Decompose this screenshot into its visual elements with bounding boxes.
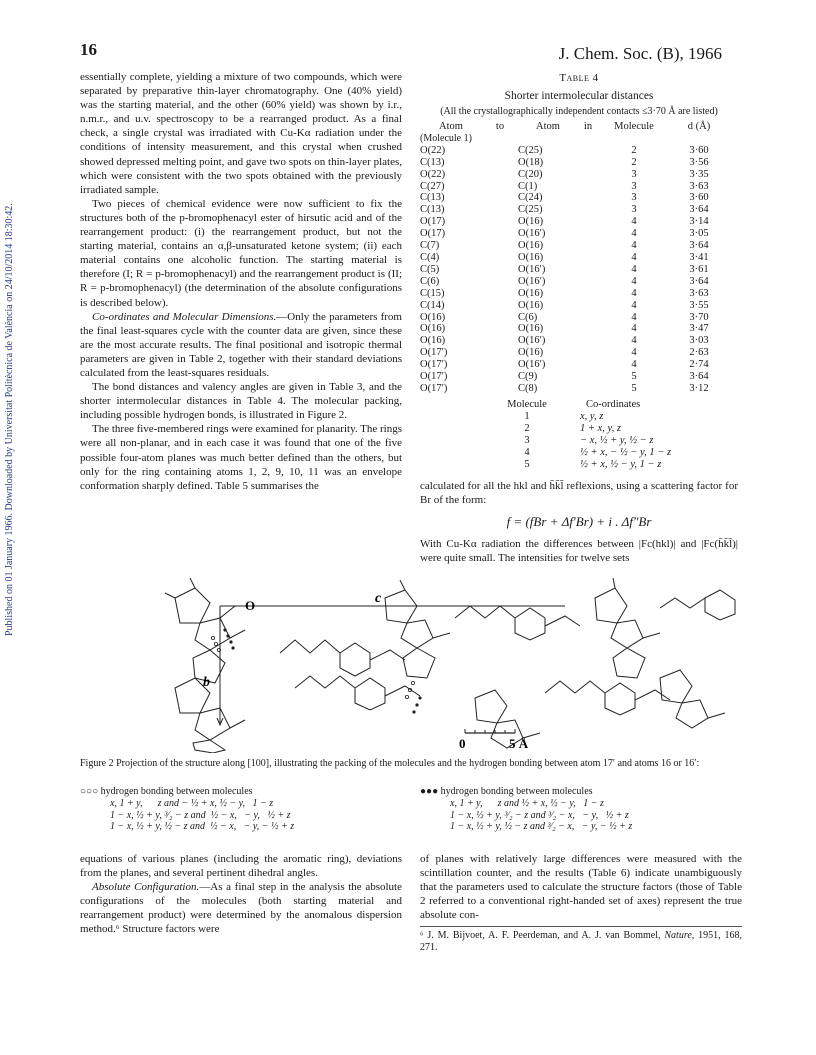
- coord-value: − x, ½ + y, ½ − z: [580, 434, 654, 446]
- cell-atom2: C(9): [518, 371, 538, 383]
- molecule-top-left: [165, 578, 245, 683]
- scale-zero-label: 0: [459, 736, 466, 751]
- cell-spacer: [578, 312, 598, 324]
- hbond-filled-dots: [223, 628, 421, 713]
- journal-citation: J. Chem. Soc. (B), 1966: [558, 44, 722, 63]
- table-row: [420, 216, 728, 228]
- table-row: [420, 181, 728, 193]
- cell-atom1: C(4): [420, 251, 440, 263]
- cell-distance: 3·14: [689, 216, 709, 228]
- legend-row: 1 − x, ½ + y, ³⁄₂ − z and ½ − x, − y, ½ + z: [110, 809, 291, 821]
- cell-molecule: 4: [631, 275, 637, 287]
- cell-distance: 3·64: [689, 275, 709, 287]
- coord-header-coordinates: Co-ordinates: [586, 398, 641, 410]
- paragraph-body: —As a final step in the analysis the absolute configurations of the molecules (both starting material and rearrangement product) were determined by the anomalous dispersion method.⁶ Structure factors were: [80, 881, 402, 936]
- cell-spacer: [482, 276, 518, 288]
- legend-row: 1 − x, ½ + y, ½ − z and ½ − x, − y, − ½ + z: [110, 821, 295, 833]
- hbond-legend-open: [80, 786, 410, 833]
- cell-molecule: 4: [631, 323, 637, 335]
- cell-spacer: [578, 335, 598, 347]
- cell-molecule: 5: [631, 382, 637, 394]
- hbond-open-dots: [211, 636, 414, 698]
- cell-molecule: 2: [631, 156, 637, 168]
- figure-2: [95, 578, 745, 753]
- cell-spacer: [578, 228, 598, 240]
- cell-atom2: O(16′): [518, 335, 546, 347]
- right-column: [420, 70, 738, 565]
- cell-distance: 3·60: [689, 144, 709, 156]
- cell-spacer: [578, 216, 598, 228]
- cell-atom2: O(16′): [518, 228, 546, 240]
- open-circles-icon: ○○○: [80, 786, 99, 797]
- molecule-top-right-chain: [455, 606, 580, 640]
- cell-atom2: C(25): [518, 144, 543, 156]
- legend-label: hydrogen bonding between molecules: [100, 786, 253, 797]
- table-row: [420, 240, 728, 252]
- footnote: [420, 926, 742, 954]
- coord-row: [488, 447, 675, 459]
- cell-spacer: [482, 312, 518, 324]
- cell-spacer: [578, 181, 598, 193]
- cell-molecule: 4: [631, 228, 637, 240]
- cell-spacer: [482, 157, 518, 169]
- cell-distance: 3·12: [689, 382, 709, 394]
- right-column-text: [420, 479, 738, 565]
- cell-atom2: O(16): [518, 287, 544, 299]
- table-row: [420, 371, 728, 383]
- table-header-subrow: [420, 133, 728, 145]
- paragraph: equations of various planes (including the aromatic ring), deviations from the planes, and several pertinent dihedral angles.: [80, 853, 402, 880]
- cell-atom1: O(17′): [420, 371, 448, 383]
- cell-spacer: [482, 252, 518, 264]
- table-row: [420, 312, 728, 324]
- cell-spacer: [578, 240, 598, 252]
- cell-distance: 3·61: [689, 263, 709, 275]
- cell-spacer: [578, 252, 598, 264]
- cell-spacer: [578, 169, 598, 181]
- figure-caption: Figure 2 Projection of the structure along [100], illustrating the packing of the molecules and the hydrogen bonding between atom 17′ and atoms 16 or 16′:: [80, 758, 700, 769]
- section-heading: Co-ordinates and Molecular Dimensions.: [92, 310, 277, 323]
- cell-distance: 3·55: [689, 299, 709, 311]
- table-title: Shorter intermolecular distances: [504, 90, 654, 102]
- cell-distance: 3·47: [689, 323, 709, 335]
- cell-molecule: 4: [631, 311, 637, 323]
- cell-molecule: 4: [631, 299, 637, 311]
- footnote-mark: ⁶: [420, 930, 424, 942]
- cell-distance: 3·63: [689, 180, 709, 192]
- molecule-bottom-right-chain: [545, 681, 670, 715]
- cell-atom2: O(16′): [518, 359, 546, 371]
- coord-value: x, y, z: [580, 410, 604, 422]
- cell-spacer: [482, 216, 518, 228]
- legend-row: x, 1 + y, z and ½ + x, ½ − y, 1 − z: [450, 797, 604, 809]
- table-row: [420, 264, 728, 276]
- table-label: Table 4: [559, 72, 599, 84]
- table-row: [420, 157, 728, 169]
- cell-distance: 3·41: [689, 251, 709, 263]
- coord-header-molecule: Molecule: [507, 398, 547, 410]
- cell-distance: 3·56: [689, 156, 709, 168]
- molecule-top-right: [595, 578, 660, 678]
- cell-molecule: 4: [631, 335, 637, 347]
- cell-spacer: [482, 145, 518, 157]
- coord-value: ½ + x, − ½ − y, 1 − z: [580, 446, 672, 458]
- atom-o-label: O: [245, 598, 256, 613]
- cell-atom2: C(24): [518, 192, 543, 204]
- cell-spacer: [578, 359, 598, 371]
- filled-circles-icon: ●●●: [420, 786, 439, 797]
- cell-spacer: [482, 288, 518, 300]
- cell-spacer: [482, 383, 518, 395]
- cell-molecule: 2: [631, 144, 637, 156]
- scale-length-label: 5 Å: [509, 736, 529, 751]
- cell-atom2: O(16): [518, 240, 544, 252]
- table-row: [420, 288, 728, 300]
- cell-atom1: O(17): [420, 216, 446, 228]
- cell-distance: 3·35: [689, 168, 709, 180]
- col-header-atom2: Atom: [536, 121, 560, 132]
- col-header-atom: Atom: [439, 121, 463, 132]
- cell-molecule: 4: [631, 263, 637, 275]
- cell-spacer: [482, 204, 518, 216]
- cell-atom1: C(6): [420, 275, 440, 287]
- cell-atom1: O(17′): [420, 347, 448, 359]
- cell-spacer: [482, 228, 518, 240]
- cell-molecule: 4: [631, 240, 637, 252]
- coordinates-table: [488, 399, 675, 471]
- cell-distance: 3·64: [689, 240, 709, 252]
- col-header-distance: d (Å): [687, 121, 711, 132]
- coord-row: [488, 435, 675, 447]
- table-row: [420, 347, 728, 359]
- cell-atom2: C(20): [518, 168, 543, 180]
- cell-spacer: [482, 264, 518, 276]
- molecule-middle-chain: [295, 676, 420, 710]
- col-header-sub: (Molecule 1): [420, 132, 472, 144]
- coord-row: [488, 411, 675, 423]
- cell-spacer: [578, 323, 598, 335]
- coord-molecule: 4: [524, 446, 530, 458]
- cell-spacer: [578, 347, 598, 359]
- cell-molecule: 3: [631, 180, 637, 192]
- cell-spacer: [578, 204, 598, 216]
- legend-row: x, 1 + y, z and − ½ + x, ½ − y, 1 − z: [110, 797, 274, 809]
- table-row: [420, 169, 728, 181]
- cell-molecule: 3: [631, 204, 637, 216]
- table-row: [420, 192, 728, 204]
- cell-distance: 3·63: [689, 287, 709, 299]
- table-row: [420, 145, 728, 157]
- paragraph: calculated for all the hkl and h̄k̄l̄ reflexions, using a scattering factor for Br of the form:: [420, 479, 738, 506]
- cell-atom1: C(5): [420, 263, 440, 275]
- cell-spacer: [482, 300, 518, 312]
- molecule-far-right-chain: [660, 590, 735, 620]
- cell-distance: 3·03: [689, 335, 709, 347]
- table-row: [420, 383, 728, 395]
- cell-atom1: O(16): [420, 323, 446, 335]
- cell-spacer: [482, 192, 518, 204]
- molecule-bottom-left: [175, 678, 245, 753]
- paragraph: With Cu-Kα radiation the differences between |Fc(hkl)| and |Fc(h̄k̄l̄)| were quite small. The intensities for twelve sets: [420, 538, 738, 565]
- paragraph: [80, 880, 402, 936]
- paragraph-body: —Only the parameters from the final least-squares cycle with the counter data are given, since these are the most accurate results. The final positional and isotropic thermal parameters are given in Table 2, together with their standard deviations calculated from the least-squares residuals.: [80, 310, 402, 379]
- cell-spacer: [482, 169, 518, 181]
- cell-spacer: [482, 335, 518, 347]
- paragraph: essentially complete, yielding a mixture of two compounds, which were separated by preparative thin-layer chromatography. One (40% yield) was the starting material, and the other (60% yield) was shown by i.r., n.m.r., and u.v. spectroscopy to be a rearranged product. As a final check, a single crystal was irradiated with Cu-Kα radiation under the conditions of intensity measurement, and this crystal when crushed showed depressed melting point, and gave two spots on thin-layer plates, which were consistent with the two spots obtained with the previously irradiated sample.: [80, 71, 402, 196]
- cell-atom1: C(13): [420, 204, 445, 216]
- cell-molecule: 4: [631, 359, 637, 371]
- cell-atom1: C(27): [420, 180, 445, 192]
- cell-atom1: O(16): [420, 311, 446, 323]
- cell-spacer: [578, 264, 598, 276]
- table-row: [420, 252, 728, 264]
- scattering-formula: f = (fBr + Δf′Br) + i . Δf″Br: [506, 514, 652, 530]
- table-note: (All the crystallographically independent contacts ≤3·70 Å are listed): [440, 106, 718, 117]
- col-header-molecule: Molecule: [614, 121, 654, 132]
- cell-molecule: 4: [631, 287, 637, 299]
- cell-atom1: O(22): [420, 168, 446, 180]
- cell-atom1: O(17′): [420, 359, 448, 371]
- coord-molecule: 5: [524, 458, 530, 470]
- cell-spacer: [482, 240, 518, 252]
- legend-heading: [80, 786, 410, 798]
- cell-distance: 2·74: [689, 359, 709, 371]
- cell-molecule: 5: [631, 371, 637, 383]
- table-header-row: [420, 121, 728, 133]
- footnote-authors: J. M. Bijvoet, A. F. Peerdeman, and A. J. van Bommel,: [427, 930, 661, 942]
- cell-atom1: O(16): [420, 335, 446, 347]
- coord-value: ½ + x, ½ − y, 1 − z: [580, 458, 662, 470]
- coord-molecule: 2: [524, 422, 530, 434]
- cell-atom2: O(16): [518, 323, 544, 335]
- paragraph: [80, 310, 402, 380]
- cell-atom2: O(16): [518, 347, 544, 359]
- legend-label: hydrogen bonding between molecules: [440, 786, 593, 797]
- col-header-in: in: [583, 121, 593, 132]
- coord-molecule: 1: [524, 410, 530, 422]
- legend-row: 1 − x, ½ + y, ½ − z and ³⁄₂ − x, − y, − ½ + z: [450, 821, 633, 833]
- cell-atom2: O(16): [518, 216, 544, 228]
- cell-atom1: C(13): [420, 192, 445, 204]
- left-column: [80, 70, 402, 493]
- cell-atom2: O(18): [518, 156, 544, 168]
- coord-row: [488, 459, 675, 471]
- coord-row: [488, 423, 675, 435]
- table-row: [420, 276, 728, 288]
- molecule-bottom-right: [660, 670, 725, 728]
- cell-spacer: [482, 371, 518, 383]
- bottom-right-column: [420, 852, 742, 954]
- cell-atom2: O(16): [518, 299, 544, 311]
- coord-header-row: [488, 399, 675, 411]
- cell-molecule: 4: [631, 347, 637, 359]
- coord-molecule: 3: [524, 434, 530, 446]
- cell-spacer: [578, 300, 598, 312]
- table-row: [420, 335, 728, 347]
- cell-atom1: C(13): [420, 156, 445, 168]
- molecule-top-center: [385, 580, 450, 678]
- cell-spacer: [578, 371, 598, 383]
- cell-molecule: 4: [631, 216, 637, 228]
- cell-atom1: C(7): [420, 240, 440, 252]
- table-row: [420, 323, 728, 335]
- hbond-legend-filled: [420, 786, 750, 833]
- cell-spacer: [578, 288, 598, 300]
- cell-spacer: [578, 276, 598, 288]
- legend-heading: [420, 786, 750, 798]
- cell-atom1: C(15): [420, 287, 445, 299]
- cell-molecule: 3: [631, 192, 637, 204]
- cell-atom2: C(8): [518, 382, 538, 394]
- coord-value: 1 + x, y, z: [580, 422, 621, 434]
- packing-projection-drawing: [95, 578, 745, 753]
- cell-atom2: C(25): [518, 204, 543, 216]
- cell-atom2: C(6): [518, 311, 538, 323]
- cell-spacer: [578, 145, 598, 157]
- bottom-left-column: [80, 852, 402, 937]
- paragraph: Two pieces of chemical evidence were now sufficient to fix the structures both of the p-bromophenacyl ester of hirsutic acid and of the rearrangement product: (i) the rearrangement product, but not the starting material, contains an α,β-unsaturated ketone system; (ii) each material contains one alcoholic function. The starting material is therefore (I; R = p-bromophenacyl) and the rearrangement product is (II; R = p-bromophenacyl) (the determination of the absolute configurations is described below).: [80, 197, 402, 309]
- cell-spacer: [578, 383, 598, 395]
- cell-distance: 3·05: [689, 228, 709, 240]
- cell-atom2: C(1): [518, 180, 538, 192]
- paragraph: The three five-membered rings were examined for planarity. The rings were all non-planar, and in each case it was found that one of the five possible four-atom planes was much better defined than the others, but only for the ring containing atoms 1, 2, 9, 10, 11 was an envelope conformation sharply defined. Table 5 summarises the: [80, 423, 403, 492]
- cell-atom2: O(16′): [518, 263, 546, 275]
- cell-distance: 3·60: [689, 192, 709, 204]
- footnote-journal: Nature,: [664, 930, 695, 942]
- section-heading: Absolute Configuration.: [92, 881, 200, 894]
- table-row: [420, 359, 728, 371]
- cell-atom1: O(17′): [420, 382, 448, 394]
- cell-distance: 2·63: [689, 347, 709, 359]
- col-header-to: to: [495, 121, 505, 132]
- cell-distance: 3·70: [689, 311, 709, 323]
- cell-spacer: [482, 181, 518, 193]
- cell-atom2: O(16): [518, 251, 544, 263]
- paragraph: of planes with relatively large differences were measured with the scintillation counter, and the results (Table 6) indicate unambiguously that the parameters used to calculate the structure factors (those of Table 2 referred to a conventional right-handed set of axes) represent the true absolute con-: [420, 853, 742, 922]
- distance-table: [420, 121, 728, 395]
- cell-spacer: [578, 157, 598, 169]
- paragraph: The bond distances and valency angles are given in Table 3, and the shorter intermolecular distances in Table 4. The molecular packing, including possible hydrogen bonds, is illustrated in Figure 2.: [80, 381, 402, 422]
- cell-spacer: [482, 347, 518, 359]
- cell-distance: 3·64: [689, 371, 709, 383]
- table-row: [420, 228, 728, 240]
- cell-molecule: 4: [631, 251, 637, 263]
- download-watermark[interactable]: Published on 01 January 1966. Downloaded by Universitat Politècnica de València on 24/10/2014 18:30:42.: [4, 203, 15, 637]
- cell-atom1: O(17): [420, 228, 446, 240]
- page-number: 16: [80, 40, 97, 59]
- cell-atom2: O(16′): [518, 275, 546, 287]
- cell-atom1: O(22): [420, 144, 446, 156]
- cell-distance: 3·64: [689, 204, 709, 216]
- legend-row: 1 − x, ½ + y, ³⁄₂ − z and ³⁄₂ − x, − y, ½ + z: [450, 809, 629, 821]
- molecule-top-chain-1: [280, 640, 405, 676]
- table-row: [420, 300, 728, 312]
- table-row: [420, 204, 728, 216]
- footnote-rest: 1951, 168, 271.: [420, 930, 743, 954]
- cell-spacer: [482, 359, 518, 371]
- axis-c-label: c: [375, 591, 382, 606]
- cell-atom1: C(14): [420, 299, 445, 311]
- axis-b-label: b: [203, 675, 210, 690]
- cell-spacer: [482, 323, 518, 335]
- molecule-bottom-center: [475, 690, 540, 748]
- cell-spacer: [578, 192, 598, 204]
- cell-molecule: 3: [631, 168, 637, 180]
